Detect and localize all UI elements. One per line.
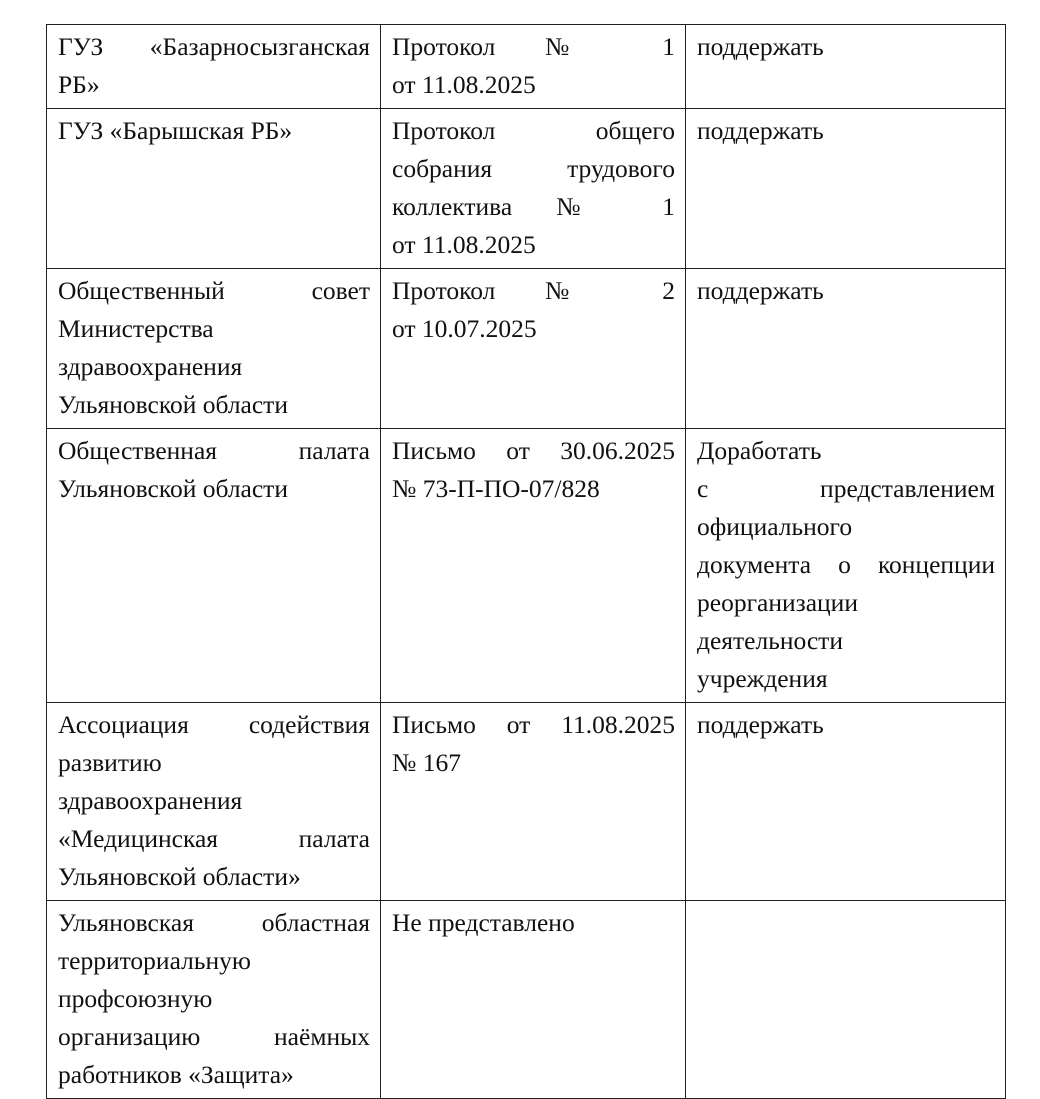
table-row: [47, 109, 1006, 269]
organization-cell: [47, 109, 381, 269]
org-text-line: ГУЗ «Барышская РБ»: [58, 116, 293, 145]
decision-text-line: Доработать: [697, 436, 822, 465]
org-text-line: территориальную: [58, 946, 251, 975]
doc-text-line: Протокол № 2: [392, 276, 675, 305]
document-cell: [381, 109, 686, 269]
document-cell: [381, 269, 686, 429]
doc-text-line: от 11.08.2025: [392, 230, 536, 259]
org-text-line: здравоохранения: [58, 352, 243, 381]
doc-text-line: № 73-П-ПО-07/828: [392, 474, 600, 503]
table-row: [47, 429, 1006, 703]
org-text-line: РБ»: [58, 70, 100, 99]
table-row: [47, 901, 1006, 1099]
organization-cell: [47, 269, 381, 429]
table-row: [47, 269, 1006, 429]
doc-text-line: Письмо от 11.08.2025: [392, 710, 675, 739]
decision-text-line: документа о концепции: [697, 550, 995, 579]
doc-text-line: Письмо от 30.06.2025: [392, 436, 675, 465]
organization-cell: [47, 25, 381, 109]
organization-cell: [47, 429, 381, 703]
org-text-line: Ульяновской области»: [58, 862, 301, 891]
decision-cell: [686, 25, 1006, 109]
doc-text-line: Протокол общего: [392, 116, 675, 145]
doc-text-line: Протокол № 1: [392, 32, 675, 61]
organizations-table: [46, 24, 1006, 1099]
org-text-line: организацию наёмных: [58, 1022, 370, 1051]
org-text-line: здравоохранения: [58, 786, 243, 815]
doc-text-line: от 11.08.2025: [392, 70, 536, 99]
doc-text-line: от 10.07.2025: [392, 314, 537, 343]
org-text-line: Министерства: [58, 314, 214, 343]
document-cell: [381, 901, 686, 1099]
decision-text-line: учреждения: [697, 664, 828, 693]
decision-cell: [686, 109, 1006, 269]
document-cell: [381, 429, 686, 703]
decision-text-line: поддержать: [697, 710, 824, 739]
decision-text-line: поддержать: [697, 116, 824, 145]
decision-text-line: поддержать: [697, 276, 824, 305]
org-text-line: Общественный совет: [58, 276, 370, 305]
doc-text-line: коллектива № 1: [392, 192, 675, 221]
decision-text-line: официального: [697, 512, 853, 541]
org-text-line: Общественная палата: [58, 436, 370, 465]
decision-cell: [686, 901, 1006, 1099]
decision-text-line: поддержать: [697, 32, 824, 61]
org-text-line: «Медицинская палата: [58, 824, 370, 853]
table-row: [47, 25, 1006, 109]
decision-cell: [686, 703, 1006, 901]
table-row: [47, 703, 1006, 901]
org-text-line: Ульяновская областная: [58, 908, 370, 937]
decision-text-line: деятельности: [697, 626, 843, 655]
org-text-line: профсоюзную: [58, 984, 213, 1013]
document-cell: [381, 25, 686, 109]
org-text-line: Ассоциация содействия: [58, 710, 370, 739]
doc-text-line: собрания трудового: [392, 154, 675, 183]
decision-cell: [686, 269, 1006, 429]
decision-text-line: реорганизации: [697, 588, 858, 617]
decision-cell: [686, 429, 1006, 703]
organization-cell: [47, 703, 381, 901]
decision-text-line: с представлением: [697, 474, 995, 503]
org-text-line: Ульяновской области: [58, 474, 288, 503]
org-text-line: ГУЗ «Базарносызганская: [58, 32, 370, 61]
org-text-line: развитию: [58, 748, 162, 777]
org-text-line: Ульяновской области: [58, 390, 288, 419]
doc-text-line: Не представлено: [392, 908, 575, 937]
org-text-line: работников «Защита»: [58, 1060, 294, 1089]
doc-text-line: № 167: [392, 748, 461, 777]
document-cell: [381, 703, 686, 901]
organization-cell: [47, 901, 381, 1099]
